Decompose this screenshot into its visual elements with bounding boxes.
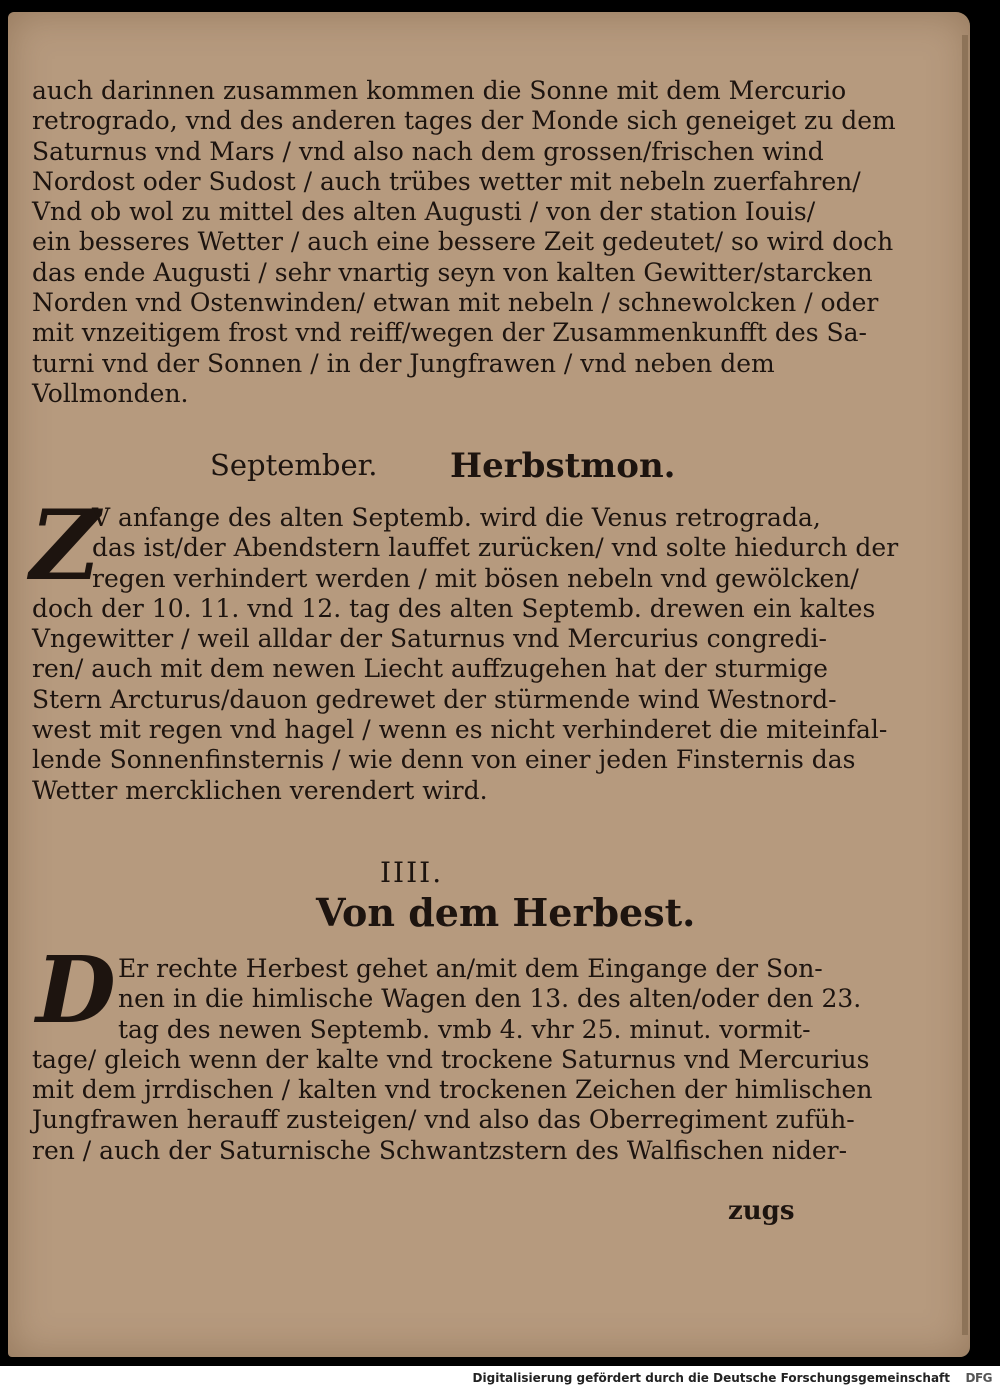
footer-credit: Digitalisierung gefördert durch die Deutsche Forschungsgemeinschaft <box>472 1371 950 1385</box>
text-line: Er rechte Herbest gehet an/mit dem Eingange der Son- <box>118 954 823 983</box>
text-line: tage/ gleich wenn der kalte vnd trockene Saturnus vnd Mercurius <box>32 1044 870 1074</box>
text-line: auch darinnen zusammen kommen die Sonne mit dem Mercurio <box>32 76 847 105</box>
catchword: zugs <box>728 1196 795 1226</box>
text-line: Norden vnd Ostenwinden/ etwan mit nebeln / schnewolcken / oder <box>32 288 879 318</box>
text-line: V anfange des alten Septemb. wird die Venus retrograda, <box>92 503 821 532</box>
text-line: Wetter mercklichen verendert wird. <box>32 775 488 805</box>
text-line: tag des newen Septemb. vmb 4. vhr 25. minut. vormit- <box>118 1014 811 1044</box>
month-heading-latin: September. <box>210 448 378 482</box>
dfg-logo: DFG <box>965 1371 992 1385</box>
text-line: Vngewitter / weil alldar der Saturnus vnd Mercurius congredi- <box>32 624 827 654</box>
text-line: ren / auch der Saturnische Schwantzstern des Walfischen nider- <box>32 1135 848 1165</box>
page-edge <box>962 35 968 1335</box>
text-line: Saturnus vnd Mars / vnd also nach dem grossen/frischen wind <box>32 136 824 166</box>
text-line: ren/ auch mit dem newen Liecht auffzugehen hat der sturmige <box>32 654 828 684</box>
month-heading-german: Herbstmon. <box>450 446 676 486</box>
text-line: Stern Arcturus/dauon gedrewet der stürmende wind Westnord- <box>32 684 837 714</box>
text-line: Jungfrawen herauff zusteigen/ vnd also das Oberregiment zufüh- <box>32 1105 855 1135</box>
section-number: IIII. <box>380 856 444 889</box>
paragraph-2 <box>32 503 899 806</box>
drop-cap-initial: D <box>36 936 116 1044</box>
paragraph-1 <box>32 76 896 409</box>
text-line: west mit regen vnd hagel / wenn es nicht verhinderet die miteinfal- <box>32 715 888 745</box>
section-title: Von dem Herbest. <box>316 890 696 935</box>
text-line: das ende Augusti / sehr vnartig seyn von kalten Gewitter/starcken <box>32 257 873 287</box>
text-line: retrogrado, vnd des anderen tages der Monde sich geneiget zu dem <box>32 106 896 136</box>
text-line: Vollmonden. <box>32 378 189 408</box>
text-line: mit dem jrrdischen / kalten vnd trockenen Zeichen der himlischen <box>32 1075 873 1105</box>
text-line: lende Sonnenfinsternis / wie denn von einer jeden Finsternis das <box>32 745 856 775</box>
text-line: doch der 10. 11. vnd 12. tag des alten Septemb. drewen ein kaltes <box>32 593 876 623</box>
text-line: nen in die himlische Wagen den 13. des alten/oder den 23. <box>118 984 862 1014</box>
text-line: ein besseres Wetter / auch eine bessere Zeit gedeutet/ so wird doch <box>32 227 894 257</box>
text-line: das ist/der Abendstern lauffet zurücken/ vnd solte hiedurch der <box>92 533 899 563</box>
footer-bar <box>0 1366 1000 1391</box>
text-line: Nordost oder Sudost / auch trübes wetter mit nebeln zuerfahren/ <box>32 166 861 196</box>
text-line: mit vnzeitigem frost vnd reiff/wegen der Zusammenkunfft des Sa- <box>32 318 867 348</box>
paragraph-3 <box>32 954 873 1166</box>
text-line: Vnd ob wol zu mittel des alten Augusti / von der station Iouis/ <box>32 197 816 227</box>
text-line: turni vnd der Sonnen / in der Jungfrawen / vnd neben dem <box>32 348 775 378</box>
drop-cap-initial: Z <box>30 489 101 602</box>
text-line: regen verhindert werden / mit bösen nebeln vnd gewölcken/ <box>92 563 859 593</box>
